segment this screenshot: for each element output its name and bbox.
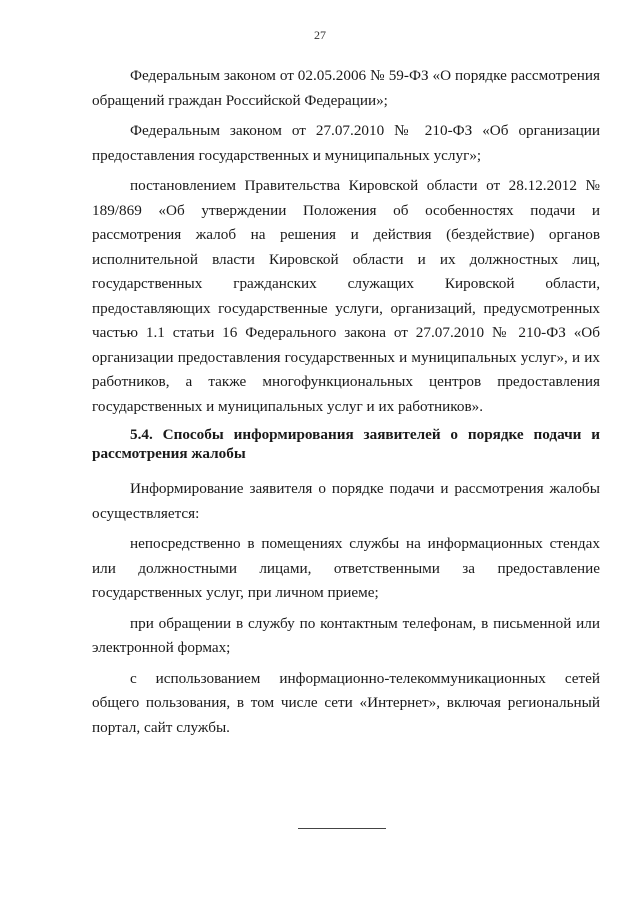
end-divider-line: [298, 828, 386, 829]
paragraph-informing-intro: Информирование заявителя о порядке подачи и рассмотрения жалобы осуществляется:: [92, 480, 600, 522]
paragraph-law-59fz: Федеральным законом от 02.05.2006 № 59-ФЗ «О порядке рассмотрения обращений граждан Российской Федерации»;: [92, 67, 600, 109]
paragraph-law-210fz: Федеральным законом от 27.07.2010 № 210-ФЗ «Об организации предоставления государственных и муниципальных услуг»;: [92, 122, 600, 164]
paragraph-informing-in-person: непосредственно в помещениях службы на информационных стендах или должностными лицами, ответственными за предоставление государственных услуг, при личном приеме;: [92, 535, 600, 601]
paragraph-informing-phone: при обращении в службу по контактным телефонам, в письменной или электронной формах;: [92, 614, 600, 656]
paragraph-informing-internet: с использованием информационно-телекоммуникационных сетей общего пользования, в том числе сети «Интернет», включая региональный портал, сайт службы.: [92, 669, 600, 736]
page-number: 27: [314, 28, 326, 42]
section-heading-5-4: 5.4. Способы информирования заявителей о порядке подачи и рассмотрения жалобы: [92, 426, 600, 462]
paragraph-resolution-189-869: постановлением Правительства Кировской области от 28.12.2012 № 189/869 «Об утверждении Положения об особенностях подачи и рассмотрения жалоб на решения и действия (бездействие) органов исполнительной власти Кировской области и их должностных лиц, государственных гражданских служащих Кировской области, предоставляющих государственные услуги, организаций, предусмотренных частью 1.1 статьи 16 Федерального закона от 27.07.2010 № 210-ФЗ «Об организации предоставления государственных и муниципальных услуг», и их работников, а также многофункциональных центров предоставления государственных и муниципальных услуг и их работников».: [92, 177, 600, 415]
document-body: [92, 64, 600, 746]
